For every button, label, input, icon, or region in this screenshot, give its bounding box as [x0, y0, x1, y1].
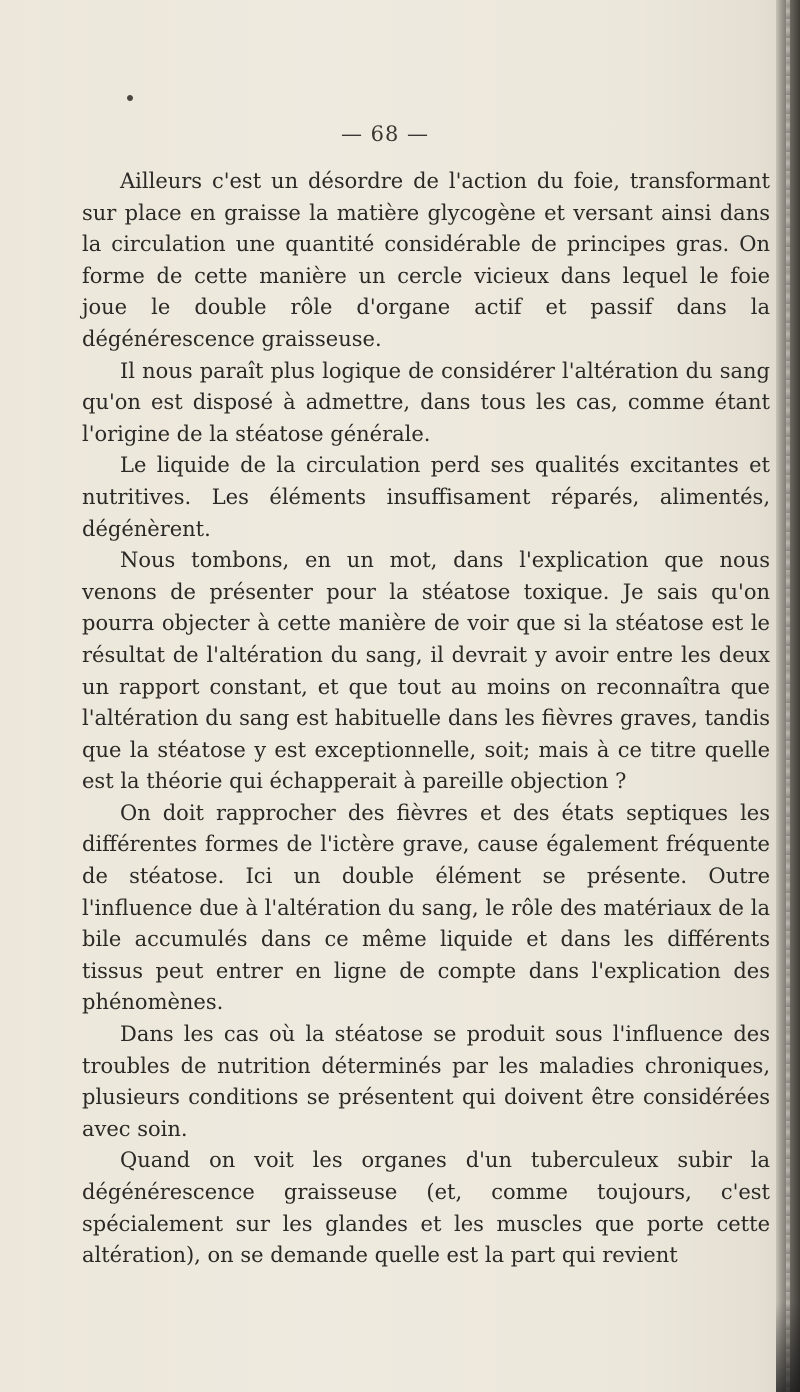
paragraph: Quand on voit les organes d'un tuberculeux subir la dégénérescence graisseuse (et, comme toujours, c'est spécialement sur les glandes et les muscles que porte cette altération), on se demande quelle est la part qui revient — [82, 1148, 770, 1268]
page-number: — 68 — — [340, 122, 430, 146]
paragraph: Ailleurs c'est un désordre de l'action du foie, transformant sur place en graisse la matière glycogène et versant ainsi dans la circulation une quantité considérable de principes gras. On forme de cette manière un cercle vicieux dans lequel le foie joue le double rôle d'organe actif et passif dans la dégénérescence graisseuse. — [82, 169, 770, 351]
corner-shadow — [776, 1302, 800, 1392]
body-text — [82, 166, 770, 1272]
page-edge — [776, 0, 800, 1392]
paragraph: Il nous paraît plus logique de considérer l'altération du sang qu'on est disposé à admettre, dans tous les cas, comme étant l'origine de la stéatose générale. — [82, 358, 770, 446]
paragraph: Le liquide de la circulation perd ses qualités excitantes et nutritives. Les éléments insuffisament réparés, alimentés, dégénèrent. — [82, 453, 770, 541]
ink-spot — [127, 95, 133, 101]
paragraph: On doit rapprocher des fièvres et des états septiques les différentes formes de l'ictère grave, cause également fréquente de stéatose. Ici un double élément se présente. Outre l'influence due à l'altération du sang, le rôle des matériaux de la bile accumulés dans ce même liquide et dans les différents tissus peut entrer en ligne de compte dans l'explication des phénomènes. — [82, 800, 770, 1015]
paragraph: Nous tombons, en un mot, dans l'explication que nous venons de présenter pour la stéatose toxique. Je sais qu'on pourra objecter à cette manière de voir que si la stéatose est le résultat de l'altération du sang, il devrait y avoir entre les deux un rapport constant, et que tout au moins on reconnaîtra que l'altération du sang est habituelle dans les fièvres graves, tandis que la stéatose y est exceptionnelle, soit; mais à ce titre quelle est la théorie qui échapperait à pareille objection ? — [82, 548, 770, 794]
paragraph: Dans les cas où la stéatose se produit sous l'influence des troubles de nutrition déterminés par les maladies chroniques, plusieurs conditions se présentent qui doivent être considérées avec soin. — [82, 1022, 770, 1141]
